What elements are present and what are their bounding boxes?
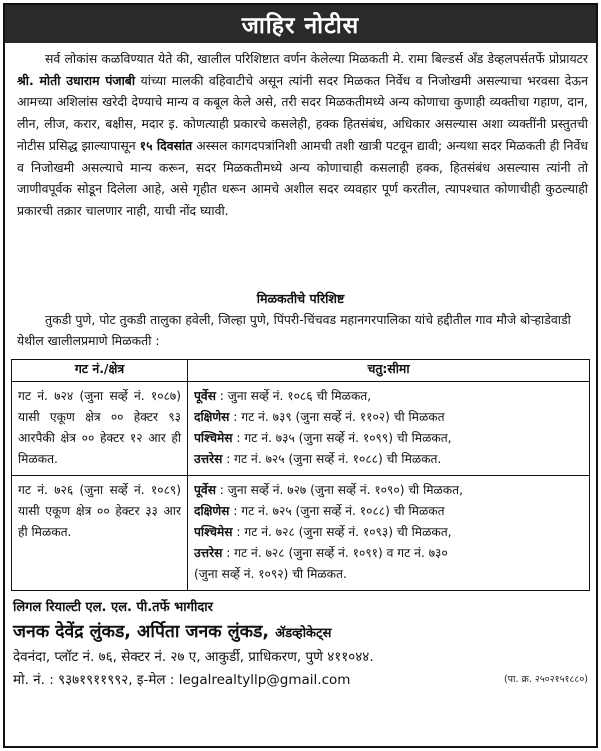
boundaries-cell [188, 476, 590, 591]
boundary-text: : जुना सर्व्हे नं. ७२७ (जुना सर्व्हे नं. १०९०) ची मिळकत, [215, 483, 463, 497]
property-table [11, 359, 590, 591]
boundary-direction: पश्चिमेस [194, 525, 233, 539]
boundary-line [194, 564, 583, 585]
boundary-text: : गट नं. ७२८ (जुना सर्व्हे नं. १०९३) ची मिळकत, [232, 525, 452, 539]
boundary-text: : गट नं. ७३५ (जुना सर्व्हे नं. १०९९) ची मिळकत, [232, 431, 452, 445]
column-header-boundaries: चतु:सीमा [188, 360, 590, 382]
boundary-text: (जुना सर्व्हे नं. १०९२) ची मिळकत. [194, 567, 347, 581]
boundary-line [194, 386, 583, 407]
table-row [12, 476, 590, 591]
contact-line: मो. नं. : ९३७१९११९९२, इ-मेल : legalrealtyllp@gmail.com [13, 672, 351, 688]
body-conclusion: अस्सल कागदपत्रांनिशी आमची तशी खात्री पटवून द्यावी; अन्यथा सदर मिळकती ही निर्वेध व निजोखमी असल्याचे मान्य करून, सदर मिळकतीमध्ये अन्य कोणाचाही कसलाही हक्क, हितसंबंध असल्यास त्यांनी तो जाणीवपूर्वक सोडून दिलेला आहे, असे गृहीत धरून आमचे अशील सदर व्यवहार पूर्ण करतील, त्यापश्चात कोणाचीही कुठल्याही प्रकारची तक्रार चालणार नाही, याची नोंद घ्यावी. [17, 137, 588, 218]
partner-names: जनक देवेंद्र लुंकड, अर्पिता जनक लुंकड, [13, 622, 276, 642]
column-header-area: गट नं./क्षेत्र [12, 360, 188, 382]
boundary-line [194, 428, 583, 449]
boundary-line [194, 407, 583, 428]
boundary-line [194, 522, 583, 543]
area-cell: गट नं. ७२४ (जुना सर्व्हे नं. १०८७) यासी एकूण क्षेत्र ०० हेक्टर ९३ आरपैकी क्षेत्र ०० हेक्टर १२ आर ही मिळकत. [12, 382, 188, 476]
firm-line: लिगल रियाल्टी एल. एल. पी.तर्फे भागीदार [13, 600, 213, 615]
partners-line [13, 619, 588, 645]
boundary-text: : गट नं. ७३९ (जुना सर्व्हे नं. ११०२) ची मिळकत [229, 410, 445, 424]
table-header-row [12, 360, 590, 382]
boundary-text: : गट नं. ७२५ (जुना सर्व्हे नं. १०८८) ची मिळकत [229, 504, 445, 518]
boundary-text: : जुना सर्व्हे नं. १०८६ ची मिळकत, [215, 389, 372, 403]
contact-row [13, 669, 588, 691]
area-cell: गट नं. ७२६ (जुना सर्व्हे नं. १०८९) यासी एकूण क्षेत्र ०० हेक्टर ३३ आर ही मिळकत. [12, 476, 188, 591]
proprietor-name: श्री. मोती उधाराम पंजाबी [17, 72, 136, 88]
schedule-intro: तुकडी पुणे, पोट तुकडी तालुका हवेली, जिल्हा पुणे, पिंपरी-चिंचवड महानगरपालिका यांचे हद्दीतील गाव मौजे बोऱ्हाडेवाडी येथील खालीलप्रमाणे मिळकती : [17, 312, 571, 348]
schedule-heading: मिळकतीचे परिशिष्ट [256, 291, 345, 306]
notice-period: १५ दिवसांत [139, 137, 193, 153]
boundary-line [194, 480, 583, 501]
boundary-text: : गट नं. ७२८ (जुना सर्व्हे नं. १०९१) व गट नं. ७३० [222, 546, 448, 560]
public-notice [3, 3, 598, 748]
boundary-text: : गट नं. ७२५ (जुना सर्व्हे नं. १०८८) ची मिळकत. [222, 452, 442, 466]
boundary-direction: दक्षिणेस [194, 410, 230, 424]
boundary-direction: पूर्वेस [194, 389, 216, 403]
boundary-direction: उत्तरेस [194, 452, 223, 466]
boundary-line [194, 543, 583, 564]
boundary-line [194, 501, 583, 522]
advocates-label: ॲडव्होकेट्स [275, 626, 332, 641]
boundary-direction: दक्षिणेस [194, 504, 230, 518]
table-row [12, 382, 590, 476]
body-middle: यांच्या मालकी वहिवाटीचे असून त्यांनी सदर मिळकत निर्वेध व निजोखमी असल्याचा भरवसा देऊन आमच्या अशिलांस खरेदी देण्याचे मान्य व कबूल केले असे, तरी सदर मिळकतीमध्ये अन्य कोणाचा कुणाही व्यक्तीचा गहाण, दान, लीन, लीज, करार, बक्षीस, मदार इ. कोणत्याही प्रकारचे कसलेही, हक्क हितसंबंध, अधिकार असल्यास अशा व्यक्तींनी प्रस्तुतची नोटीस प्रसिद्ध झाल्यापासून [17, 72, 588, 153]
footer [5, 591, 596, 691]
body-intro: सर्व लोकांस कळविण्यात येते की, खालील परिशिष्टात वर्णन केलेल्या मिळकती मे. रामा बिल्डर्स अँड डेव्हलपर्सतर्फे प्रोप्रायटर [45, 51, 588, 66]
boundaries-cell [188, 382, 590, 476]
notice-title: जाहिर नोटीस [5, 5, 596, 43]
boundary-direction: पश्चिमेस [194, 431, 233, 445]
boundary-line [194, 449, 583, 470]
boundary-direction: पूर्वेस [194, 483, 216, 497]
notice-body [5, 43, 596, 286]
boundary-direction: उत्तरेस [194, 546, 223, 560]
release-code: (पा. क्र. २५०२१५१८८०) [503, 674, 588, 685]
address-line: देवनंदा, प्लॉट नं. ७६, सेक्टर नं. २७ ए, आकुर्डी, प्राधिकरण, पुणे ४११०४४. [13, 649, 374, 665]
